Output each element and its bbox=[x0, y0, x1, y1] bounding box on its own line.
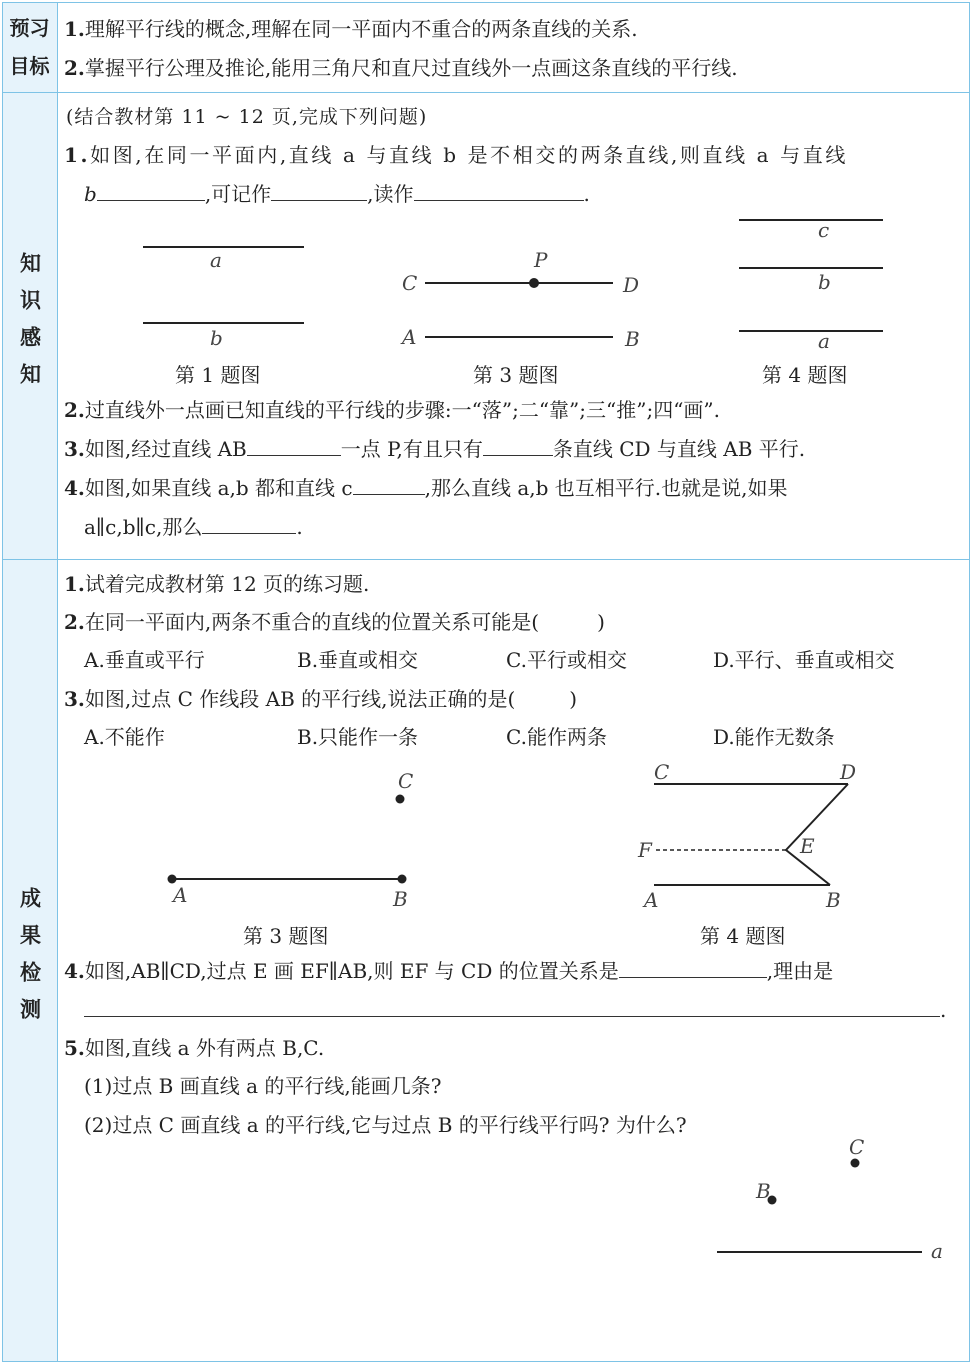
test-fig4-label-e: E bbox=[800, 834, 815, 858]
test-figures bbox=[60, 755, 970, 915]
test-fig5 bbox=[700, 1130, 960, 1270]
q3-blank-1[interactable] bbox=[247, 437, 341, 456]
q4-blank-2[interactable] bbox=[202, 515, 296, 534]
q3-blank-2[interactable] bbox=[483, 437, 553, 456]
test-section-label: 成果检测 bbox=[17, 886, 42, 1035]
test-q3-option-b[interactable]: B.只能作一条 bbox=[297, 725, 419, 749]
knowledge-fig3-caption: 第 3 题图 bbox=[473, 363, 559, 387]
test-fig4-caption: 第 4 题图 bbox=[700, 924, 786, 948]
knowledge-section-label: 知识感知 bbox=[17, 251, 42, 400]
fig3-label-p: P bbox=[534, 248, 548, 272]
test-fig4-label-a: A bbox=[644, 888, 659, 912]
fig4-label-c: c bbox=[818, 218, 830, 242]
test-q3-option-d[interactable]: D.能作无数条 bbox=[713, 725, 835, 749]
goal-section-label: 预习 目标 bbox=[9, 16, 50, 78]
fig3-label-d: D bbox=[623, 273, 640, 297]
knowledge-q1-line2: b ,可记作 ,读作 . bbox=[84, 182, 590, 206]
test-q3: 3.如图,过点 C 作线段 AB 的平行线,说法正确的是( ) bbox=[64, 687, 578, 711]
fig3-label-a: A bbox=[402, 325, 417, 349]
test-q5: 5.如图,直线 a 外有两点 B,C. bbox=[64, 1036, 325, 1060]
fig3-label-b: B bbox=[625, 327, 640, 351]
test-q2-option-d[interactable]: D.平行、垂直或相交 bbox=[713, 648, 895, 672]
knowledge-q3: 3.如图,经过直线 AB 一点 P,有且只有 条直线 CD 与直线 AB 平行. bbox=[64, 437, 806, 461]
test-fig4-label-c: C bbox=[654, 760, 670, 784]
column-divider bbox=[57, 2, 58, 1362]
test-q4-blank-1[interactable] bbox=[619, 959, 767, 978]
knowledge-q1-line1: 1.如图,在同一平面内,直线 a 与直线 b 是不相交的两条直线,则直线 a 与直线 bbox=[64, 143, 848, 167]
test-fig3-label-a: A bbox=[173, 883, 188, 907]
row-divider-1 bbox=[2, 92, 970, 93]
test-q3-option-a[interactable]: A.不能作 bbox=[84, 725, 165, 749]
knowledge-fig1-caption: 第 1 题图 bbox=[175, 363, 261, 387]
test-fig4-broken-line-deb bbox=[786, 784, 848, 885]
test-fig4-label-f: F bbox=[638, 838, 652, 862]
test-q2-option-b[interactable]: B.垂直或相交 bbox=[297, 648, 419, 672]
test-fig5-label-a: a bbox=[931, 1239, 943, 1263]
test-fig4-label-b: B bbox=[826, 888, 841, 912]
q4-blank-1[interactable] bbox=[353, 476, 425, 495]
row-divider-2 bbox=[2, 559, 970, 560]
test-fig5-point-c bbox=[851, 1159, 860, 1168]
test-fig5-label-b: B bbox=[756, 1179, 771, 1203]
test-q2: 2.在同一平面内,两条不重合的直线的位置关系可能是( ) bbox=[64, 610, 605, 634]
q1-blank-2[interactable] bbox=[271, 182, 367, 201]
q1-blank-3[interactable] bbox=[414, 182, 584, 201]
test-q2-option-a[interactable]: A.垂直或平行 bbox=[84, 648, 205, 672]
test-fig3-label-c: C bbox=[398, 769, 414, 793]
test-q4-line2: . bbox=[84, 998, 946, 1022]
test-fig3-point-b bbox=[398, 875, 407, 884]
knowledge-figures bbox=[60, 205, 970, 355]
test-q4-blank-2[interactable] bbox=[84, 998, 940, 1017]
fig1-label-b: b bbox=[210, 326, 223, 350]
knowledge-fig4-caption: 第 4 题图 bbox=[762, 363, 848, 387]
test-q4-line1: 4.如图,AB∥CD,过点 E 画 EF∥AB,则 EF 与 CD 的位置关系是 ,理由是 bbox=[64, 959, 834, 983]
test-fig3-label-b: B bbox=[393, 887, 408, 911]
test-fig3-caption: 第 3 题图 bbox=[243, 924, 329, 948]
knowledge-q4-line2: a∥c,b∥c,那么 . bbox=[84, 515, 303, 539]
test-fig3-point-c bbox=[396, 795, 405, 804]
knowledge-q4-line1: 4.如图,如果直线 a,b 都和直线 c ,那么直线 a,b 也互相平行.也就是说,如果 bbox=[64, 476, 788, 500]
test-q3-option-c[interactable]: C.能作两条 bbox=[506, 725, 607, 749]
fig3-label-c: C bbox=[402, 271, 418, 295]
q1-blank-1[interactable] bbox=[97, 182, 205, 201]
test-q5-sub1: (1)过点 B 画直线 a 的平行线,能画几条? bbox=[84, 1074, 442, 1098]
goal-2: 2.掌握平行公理及推论,能用三角尺和直尺过直线外一点画这条直线的平行线. bbox=[64, 56, 738, 80]
fig4-label-b: b bbox=[818, 270, 831, 294]
test-q5-sub2: (2)过点 C 画直线 a 的平行线,它与过点 B 的平行线平行吗? 为什么? bbox=[84, 1113, 687, 1137]
fig1-label-a: a bbox=[210, 248, 222, 272]
test-fig5-label-c: C bbox=[849, 1135, 865, 1159]
test-q1: 1.试着完成教材第 12 页的练习题. bbox=[64, 572, 370, 596]
test-fig4-label-d: D bbox=[840, 760, 857, 784]
fig3-point-p bbox=[529, 278, 539, 288]
knowledge-intro: (结合教材第 11 ~ 12 页,完成下列问题) bbox=[66, 106, 428, 128]
goal-1: 1.理解平行线的概念,理解在同一平面内不重合的两条直线的关系. bbox=[64, 17, 638, 41]
test-q2-option-c[interactable]: C.平行或相交 bbox=[506, 648, 627, 672]
fig4-label-a: a bbox=[818, 329, 830, 353]
knowledge-q2: 2.过直线外一点画已知直线的平行线的步骤:一“落”;二“靠”;三“推”;四“画”. bbox=[64, 398, 720, 422]
